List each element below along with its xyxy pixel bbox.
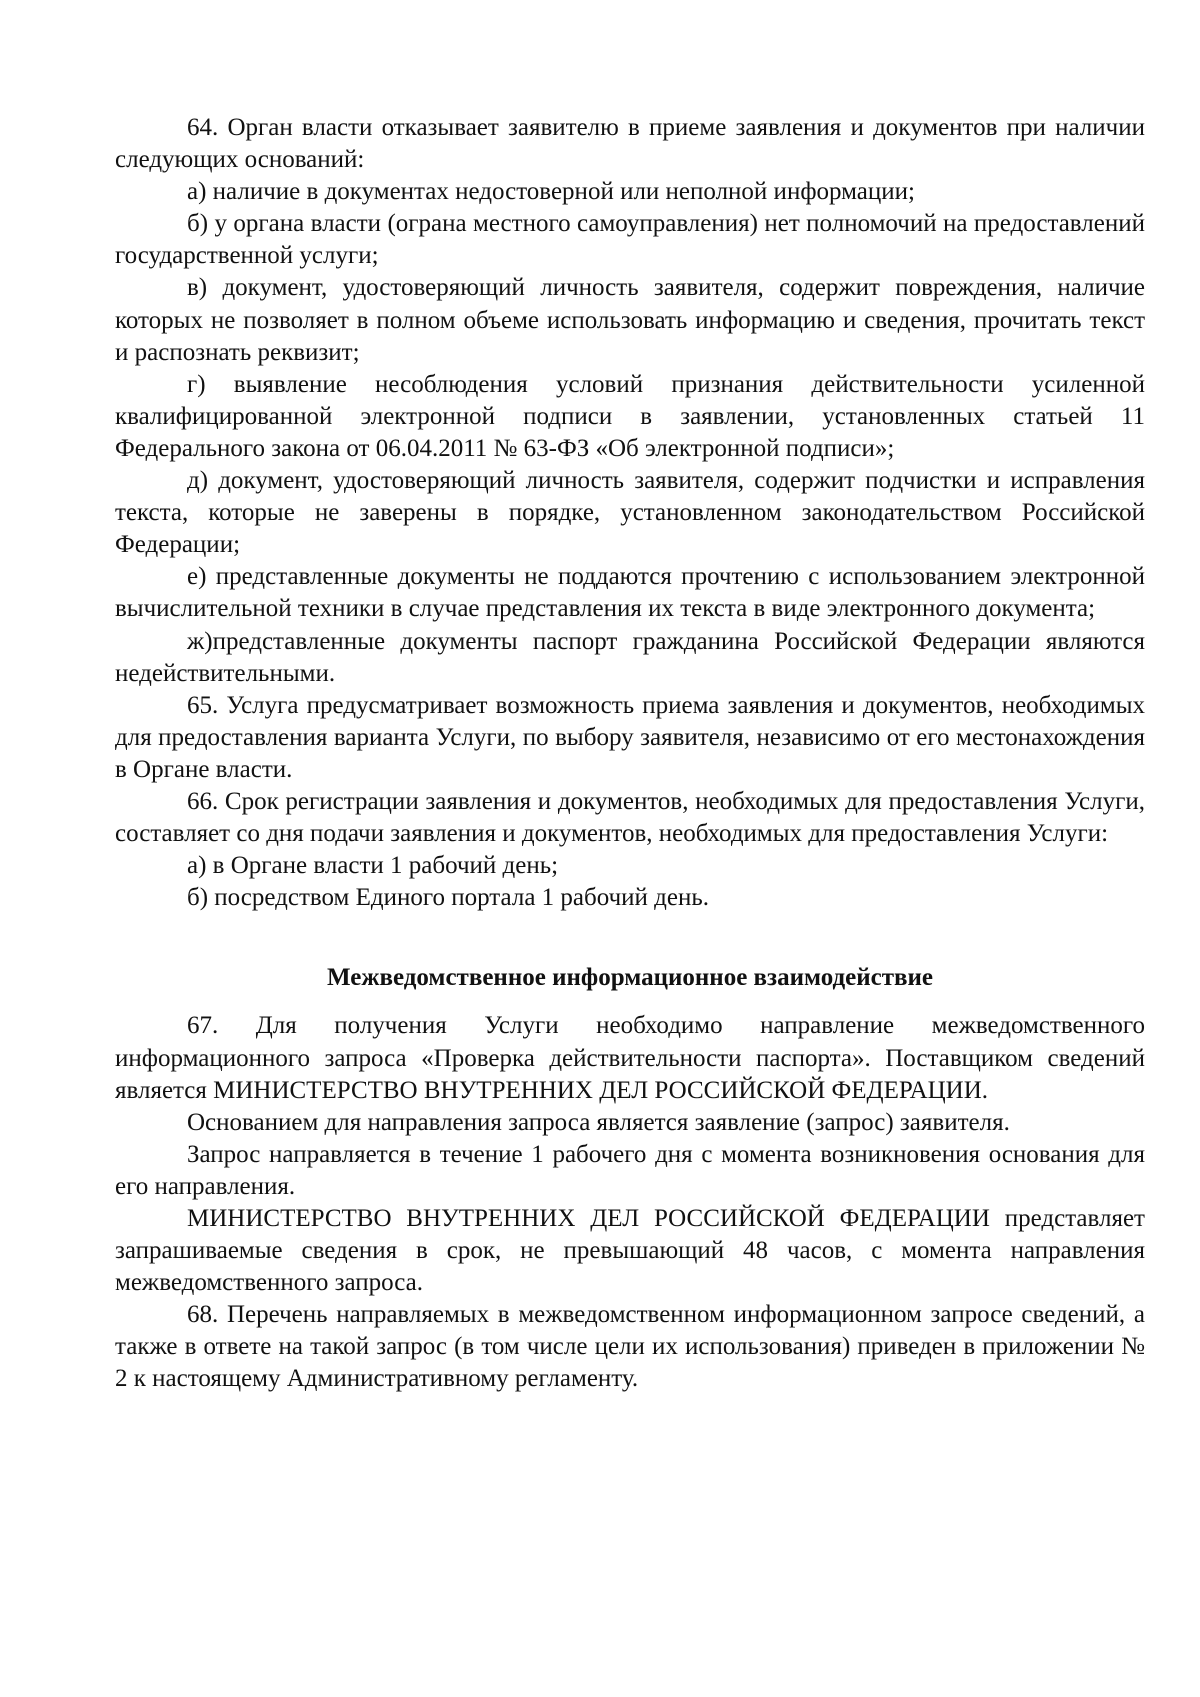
item-g: г) выявление несоблюдения условий признания действительности усиленной квалифицированной электронной подписи в заявлении, установленных статьей 11 Федерального закона от 06.04.2011 № 63-ФЗ «Об электронной подписи»; — [115, 370, 1145, 462]
item-e: е) представленные документы не поддаются прочтению с использованием электронной вычислительной техники в случае представления их текста в виде электронного документа; — [115, 563, 1145, 623]
item-zh: ж)представленные документы паспорт гражданина Российской Федерации являются недействительными. — [115, 627, 1145, 687]
paragraph-request-timing: Запрос направляется в течение 1 рабочего дня с момента возникновения основания для его направления. — [115, 1140, 1145, 1200]
paragraph-65: 65. Услуга предусматривает возможность приема заявления и документов, необходимых для предоставления варианта Услуги, по выбору заявителя, независимо от его местонахождения в Органе власти. — [115, 691, 1145, 783]
paragraph-66: 66. Срок регистрации заявления и документов, необходимых для предоставления Услуги, составляет со дня подачи заявления и документов, необходимых для предоставления Услуги: — [115, 787, 1145, 848]
document-page — [115, 112, 1145, 1396]
item-v: в) документ, удостоверяющий личность заявителя, содержит повреждения, наличие которых не позволяет в полном объеме использовать информацию и сведения, прочитать текст и распознать реквизит; — [115, 274, 1145, 366]
paragraph-68: 68. Перечень направляемых в межведомственном информационном запросе сведений, а также в ответе на такой запрос (в том числе цели их использования) приведен в приложении № 2 к настоящему Административному регламенту. — [115, 1301, 1145, 1393]
item-d: д) документ, удостоверяющий личность заявителя, содержит подчистки и исправления текста, которые не заверены в порядке, установленном законодательством Российской Федерации; — [115, 467, 1145, 559]
paragraph-ministry-response: МИНИСТЕРСТВО ВНУТРЕННИХ ДЕЛ РОССИЙСКОЙ ФЕДЕРАЦИИ представляет запрашиваемые сведения в срок, не превышающий 48 часов, с момента направления межведомственного запроса. — [115, 1205, 1145, 1297]
paragraph-64: 64. Орган власти отказывает заявителю в приеме заявления и документов при наличии следующих оснований: — [115, 114, 1145, 174]
section-heading: Межведомственное информационное взаимодействие — [327, 964, 933, 992]
item-b: б) у органа власти (ограна местного самоуправления) нет полномочий на предоставлений государственной услуги; — [115, 210, 1145, 270]
item-a: а) наличие в документах недостоверной или неполной информации; — [187, 178, 915, 206]
item-66-a: а) в Органе власти 1 рабочий день; — [187, 852, 559, 880]
item-66-b: б) посредством Единого портала 1 рабочий день. — [187, 884, 710, 912]
paragraph-67: 67. Для получения Услуги необходимо направление межведомственного информационного запроса «Проверка действительности паспорта». Поставщиком сведений является МИНИСТЕРСТВО ВНУТРЕННИХ ДЕЛ РОССИЙСКОЙ ФЕДЕРАЦИИ. — [115, 1012, 1145, 1104]
paragraph-request-basis: Основанием для направления запроса является заявление (запрос) заявителя. — [187, 1108, 1010, 1136]
